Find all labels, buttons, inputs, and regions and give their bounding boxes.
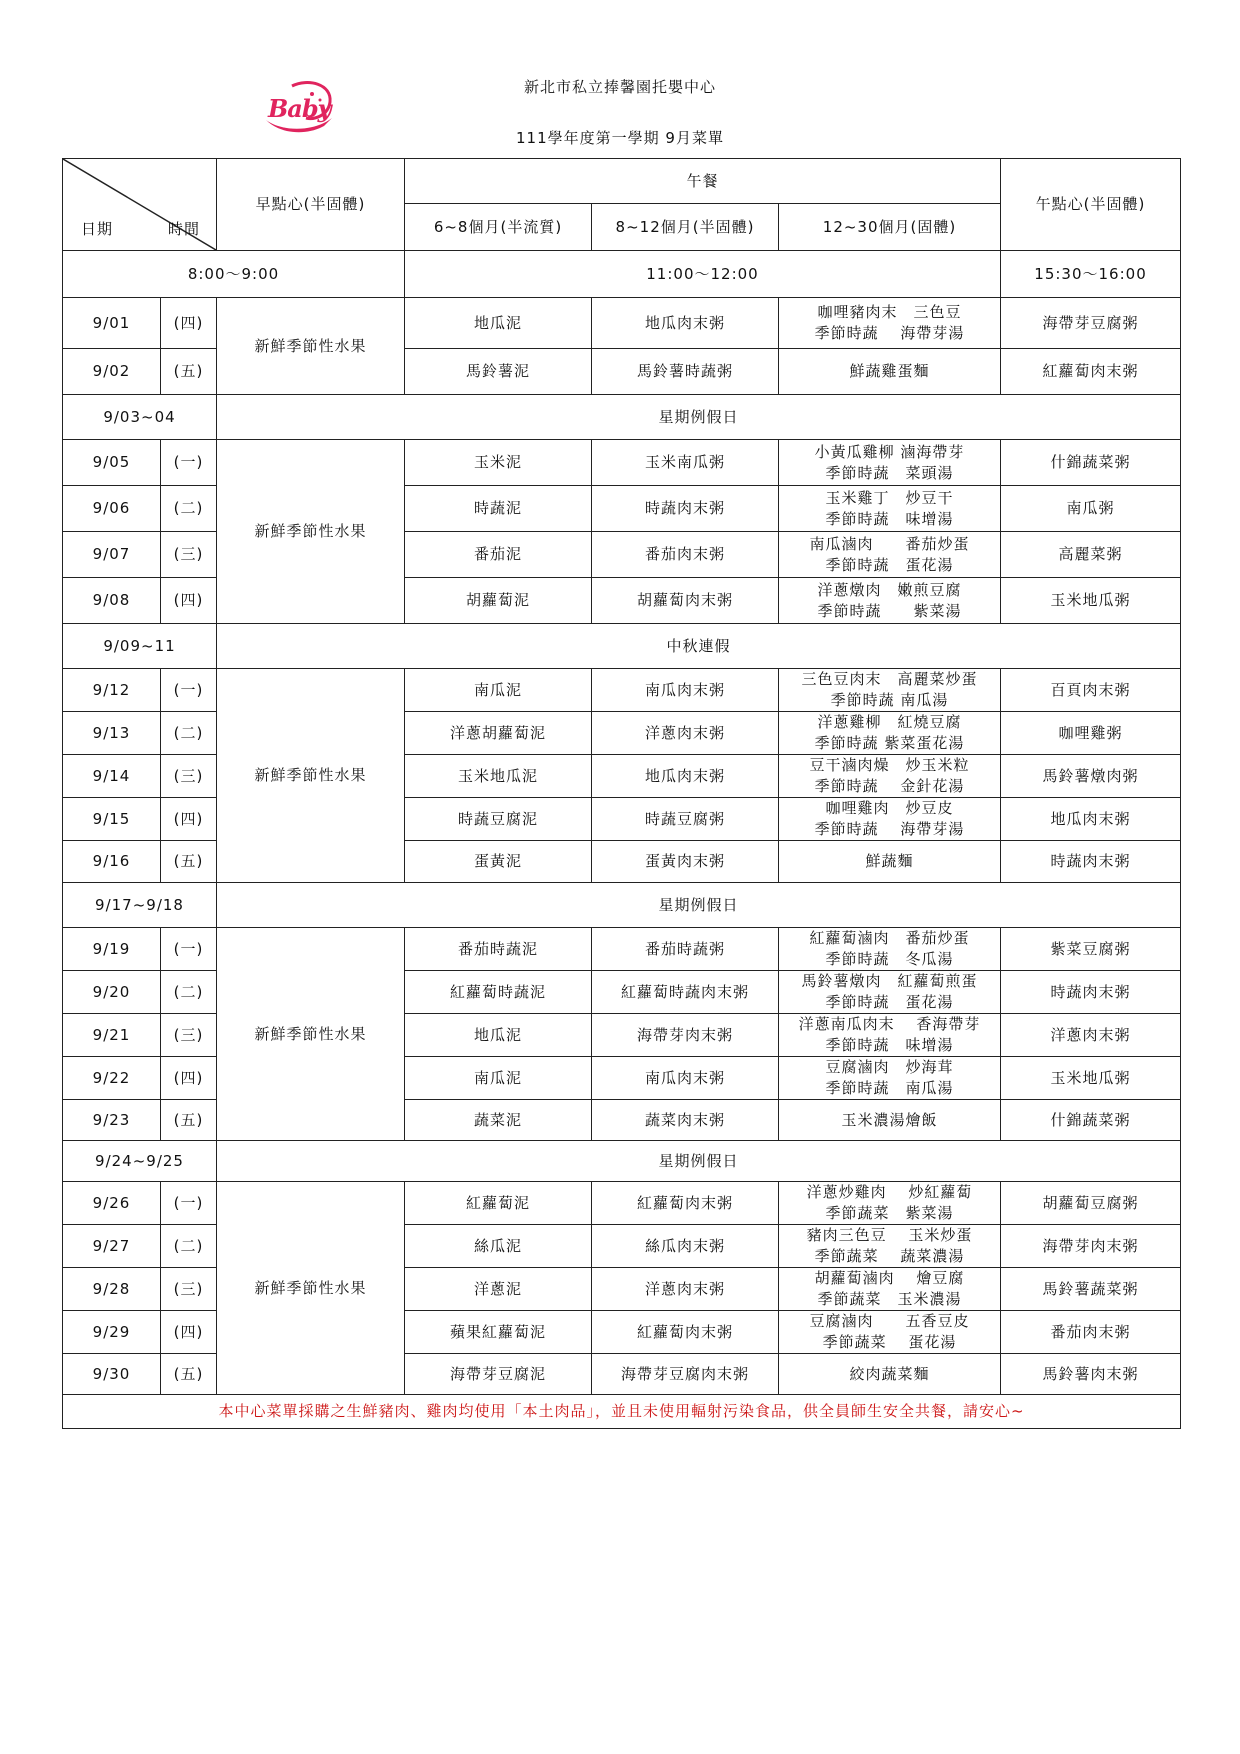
lunch-6-8: 海帶芽豆腐泥	[405, 1354, 592, 1395]
breakfast-fruit: 新鮮季節性水果	[217, 440, 405, 624]
lunch-12-30-line2: 季節時蔬 紫菜湯	[817, 601, 962, 620]
lunch-12-30-line2: 季節時蔬 海帶芽湯	[814, 820, 965, 838]
lunch-12-30-line1: 紅蘿蔔滷肉 番茄炒蛋	[809, 929, 970, 947]
lunch-12-30	[779, 798, 1001, 841]
afternoon-snack: 胡蘿蔔豆腐粥	[1001, 1182, 1181, 1225]
holiday-date: 9/17~9/18	[63, 883, 217, 928]
lunch-6-8: 蔬菜泥	[405, 1100, 592, 1141]
lunch-12-30-header: 12~30個月(固體)	[779, 204, 1001, 251]
lunch-8-12: 南瓜肉末粥	[592, 669, 779, 712]
row-weekday: (四)	[161, 798, 217, 841]
lunch-12-30-line1: 玉米雞丁 炒豆干	[825, 488, 954, 507]
lunch-6-8: 馬鈴薯泥	[405, 349, 592, 395]
lunch-header: 午餐	[405, 159, 1001, 204]
row-date: 9/20	[63, 971, 161, 1014]
row-weekday: (二)	[161, 712, 217, 755]
afternoon-snack: 什錦蔬菜粥	[1001, 1100, 1181, 1141]
snack-header: 午點心(半固體)	[1001, 159, 1181, 251]
holiday-date: 9/24~9/25	[63, 1141, 217, 1182]
lunch-12-30-line1: 鮮蔬麵	[865, 852, 914, 870]
row-date: 9/01	[63, 298, 161, 349]
lunch-12-30-line2: 季節時蔬 紫菜蛋花湯	[814, 734, 965, 752]
breakfast-time: 8:00～9:00	[63, 251, 405, 298]
lunch-12-30-line2: 季節時蔬 菜頭湯	[825, 463, 954, 482]
holiday-row	[63, 1141, 1181, 1182]
lunch-8-12: 洋蔥肉末粥	[592, 1268, 779, 1311]
row-date: 9/21	[63, 1014, 161, 1057]
afternoon-snack: 海帶芽肉末粥	[1001, 1225, 1181, 1268]
row-weekday: (二)	[161, 486, 217, 532]
afternoon-snack: 南瓜粥	[1001, 486, 1181, 532]
lunch-6-8: 地瓜泥	[405, 298, 592, 349]
row-date: 9/07	[63, 532, 161, 578]
lunch-12-30-line1: 鮮蔬雞蛋麵	[849, 362, 930, 380]
afternoon-snack: 馬鈴薯蔬菜粥	[1001, 1268, 1181, 1311]
lunch-12-30	[779, 971, 1001, 1014]
row-date: 9/08	[63, 578, 161, 624]
lunch-6-8: 時蔬泥	[405, 486, 592, 532]
lunch-12-30-line1: 三色豆肉末 高麗菜炒蛋	[801, 670, 978, 688]
lunch-12-30	[779, 1100, 1001, 1141]
lunch-12-30	[779, 928, 1001, 971]
lunch-8-12: 紅蘿蔔肉末粥	[592, 1311, 779, 1354]
lunch-12-30-line1: 咖哩雞肉 炒豆皮	[825, 799, 954, 817]
lunch-12-30-line1: 咖哩豬肉末 三色豆	[817, 303, 962, 321]
lunch-12-30-line2: 季節蔬菜 玉米濃湯	[817, 1290, 962, 1308]
lunch-12-30-line1: 洋蔥雞柳 紅燒豆腐	[817, 713, 962, 731]
lunch-12-30	[779, 349, 1001, 395]
lunch-12-30	[779, 841, 1001, 883]
lunch-6-8-header: 6~8個月(半流質)	[405, 204, 592, 251]
lunch-12-30-line1: 豆干滷肉燥 炒玉米粒	[809, 756, 970, 774]
lunch-6-8: 胡蘿蔔泥	[405, 578, 592, 624]
row-weekday: (五)	[161, 349, 217, 395]
lunch-8-12: 海帶芽肉末粥	[592, 1014, 779, 1057]
lunch-6-8: 時蔬豆腐泥	[405, 798, 592, 841]
row-date: 9/13	[63, 712, 161, 755]
holiday-label: 星期例假日	[217, 395, 1181, 440]
lunch-12-30-line2: 季節時蔬 蛋花湯	[825, 555, 954, 574]
row-weekday: (五)	[161, 1354, 217, 1395]
lunch-12-30	[779, 532, 1001, 578]
afternoon-snack: 馬鈴薯燉肉粥	[1001, 755, 1181, 798]
breakfast-header: 早點心(半固體)	[217, 159, 405, 251]
lunch-8-12: 紅蘿蔔時蔬肉末粥	[592, 971, 779, 1014]
afternoon-snack: 玉米地瓜粥	[1001, 1057, 1181, 1100]
lunch-6-8: 南瓜泥	[405, 669, 592, 712]
lunch-12-30	[779, 669, 1001, 712]
lunch-6-8: 南瓜泥	[405, 1057, 592, 1100]
breakfast-fruit: 新鮮季節性水果	[217, 669, 405, 883]
lunch-8-12: 番茄肉末粥	[592, 532, 779, 578]
afternoon-snack: 洋蔥肉末粥	[1001, 1014, 1181, 1057]
row-date: 9/29	[63, 1311, 161, 1354]
lunch-8-12: 洋蔥肉末粥	[592, 712, 779, 755]
row-weekday: (五)	[161, 1100, 217, 1141]
breakfast-fruit: 新鮮季節性水果	[217, 928, 405, 1141]
row-weekday: (四)	[161, 298, 217, 349]
row-weekday: (三)	[161, 1268, 217, 1311]
lunch-12-30-line1: 絞肉蔬菜麵	[849, 1364, 930, 1383]
date-header-label: 日期	[81, 220, 114, 238]
lunch-8-12: 蔬菜肉末粥	[592, 1100, 779, 1141]
lunch-8-12: 蛋黃肉末粥	[592, 841, 779, 883]
lunch-12-30-line1: 豆腐滷肉 炒海茸	[825, 1058, 954, 1076]
holiday-date: 9/09~11	[63, 624, 217, 669]
lunch-12-30-line1: 馬鈴薯燉肉 紅蘿蔔煎蛋	[801, 972, 978, 990]
lunch-12-30-line2: 季節時蔬 金針花湯	[814, 777, 965, 795]
holiday-row	[63, 883, 1181, 928]
lunch-time: 11:00～12:00	[405, 251, 1001, 298]
menu-table	[62, 158, 1181, 1429]
lunch-8-12: 紅蘿蔔肉末粥	[592, 1182, 779, 1225]
date-time-header	[63, 159, 217, 251]
lunch-12-30	[779, 298, 1001, 349]
menu-row	[63, 298, 1181, 349]
lunch-12-30	[779, 1014, 1001, 1057]
row-weekday: (三)	[161, 532, 217, 578]
lunch-12-30-line1: 玉米濃湯燴飯	[841, 1110, 938, 1129]
lunch-12-30	[779, 1354, 1001, 1395]
lunch-6-8: 玉米泥	[405, 440, 592, 486]
afternoon-snack: 玉米地瓜粥	[1001, 578, 1181, 624]
lunch-12-30	[779, 712, 1001, 755]
lunch-12-30-line1: 豬肉三色豆 玉米炒蛋	[806, 1226, 973, 1244]
lunch-12-30-line2: 季節時蔬 蛋花湯	[825, 993, 954, 1011]
lunch-12-30-line2: 季節時蔬 南瓜湯	[830, 691, 949, 709]
lunch-12-30-line2: 季節時蔬 冬瓜湯	[825, 950, 954, 968]
lunch-8-12-header: 8~12個月(半固體)	[592, 204, 779, 251]
lunch-12-30	[779, 1182, 1001, 1225]
lunch-8-12: 玉米南瓜粥	[592, 440, 779, 486]
row-date: 9/02	[63, 349, 161, 395]
lunch-8-12: 絲瓜肉末粥	[592, 1225, 779, 1268]
afternoon-snack: 地瓜肉末粥	[1001, 798, 1181, 841]
lunch-6-8: 蛋黃泥	[405, 841, 592, 883]
row-date: 9/12	[63, 669, 161, 712]
lunch-12-30	[779, 1225, 1001, 1268]
afternoon-snack: 咖哩雞粥	[1001, 712, 1181, 755]
lunch-12-30-line1: 豆腐滷肉 五香豆皮	[809, 1312, 970, 1330]
row-weekday: (四)	[161, 1311, 217, 1354]
menu-subtitle: 111學年度第一學期 9月菜單	[516, 129, 724, 147]
row-date: 9/06	[63, 486, 161, 532]
afternoon-snack: 紫菜豆腐粥	[1001, 928, 1181, 971]
row-weekday: (二)	[161, 1225, 217, 1268]
lunch-8-12: 時蔬豆腐粥	[592, 798, 779, 841]
holiday-row	[63, 395, 1181, 440]
lunch-12-30	[779, 1311, 1001, 1354]
row-date: 9/30	[63, 1354, 161, 1395]
menu-row	[63, 440, 1181, 486]
lunch-6-8: 洋蔥胡蘿蔔泥	[405, 712, 592, 755]
lunch-8-12: 地瓜肉末粥	[592, 298, 779, 349]
row-date: 9/15	[63, 798, 161, 841]
holiday-date: 9/03~04	[63, 395, 217, 440]
lunch-6-8: 洋蔥泥	[405, 1268, 592, 1311]
row-weekday: (一)	[161, 669, 217, 712]
afternoon-snack: 時蔬肉末粥	[1001, 971, 1181, 1014]
menu-row	[63, 669, 1181, 712]
row-date: 9/23	[63, 1100, 161, 1141]
lunch-8-12: 時蔬肉末粥	[592, 486, 779, 532]
lunch-6-8: 紅蘿蔔時蔬泥	[405, 971, 592, 1014]
menu-row	[63, 928, 1181, 971]
lunch-12-30-line1: 洋蔥炒雞肉 炒紅蘿蔔	[806, 1183, 973, 1201]
lunch-8-12: 地瓜肉末粥	[592, 755, 779, 798]
afternoon-snack: 時蔬肉末粥	[1001, 841, 1181, 883]
row-weekday: (三)	[161, 755, 217, 798]
lunch-6-8: 蘋果紅蘿蔔泥	[405, 1311, 592, 1354]
lunch-12-30-line2: 季節時蔬 味增湯	[825, 509, 954, 528]
row-weekday: (一)	[161, 1182, 217, 1225]
afternoon-snack: 海帶芽豆腐粥	[1001, 298, 1181, 349]
afternoon-snack: 高麗菜粥	[1001, 532, 1181, 578]
lunch-12-30-line1: 南瓜滷肉 番茄炒蛋	[809, 534, 970, 553]
lunch-6-8: 番茄泥	[405, 532, 592, 578]
row-date: 9/26	[63, 1182, 161, 1225]
lunch-12-30-line1: 胡蘿蔔滷肉 燴豆腐	[814, 1269, 965, 1287]
lunch-8-12: 海帶芽豆腐肉末粥	[592, 1354, 779, 1395]
afternoon-snack: 番茄肉末粥	[1001, 1311, 1181, 1354]
lunch-8-12: 馬鈴薯時蔬粥	[592, 349, 779, 395]
logo-text: Baby	[268, 94, 331, 123]
holiday-label: 中秋連假	[217, 624, 1181, 669]
holiday-row	[63, 624, 1181, 669]
lunch-6-8: 地瓜泥	[405, 1014, 592, 1057]
afternoon-snack: 什錦蔬菜粥	[1001, 440, 1181, 486]
lunch-12-30	[779, 578, 1001, 624]
row-date: 9/16	[63, 841, 161, 883]
lunch-8-12: 番茄時蔬粥	[592, 928, 779, 971]
lunch-12-30-line2: 季節蔬菜 紫菜湯	[825, 1204, 954, 1222]
afternoon-snack: 紅蘿蔔肉末粥	[1001, 349, 1181, 395]
lunch-12-30-line2: 季節蔬菜 蛋花湯	[822, 1333, 957, 1351]
row-weekday: (一)	[161, 928, 217, 971]
menu-row	[63, 1182, 1181, 1225]
row-date: 9/05	[63, 440, 161, 486]
lunch-12-30-line1: 洋蔥南瓜肉末 香海帶芽	[798, 1015, 981, 1033]
lunch-6-8: 番茄時蔬泥	[405, 928, 592, 971]
row-date: 9/27	[63, 1225, 161, 1268]
lunch-6-8: 絲瓜泥	[405, 1225, 592, 1268]
row-date: 9/22	[63, 1057, 161, 1100]
lunch-12-30-line2: 季節時蔬 南瓜湯	[825, 1079, 954, 1097]
row-weekday: (一)	[161, 440, 217, 486]
row-date: 9/14	[63, 755, 161, 798]
lunch-12-30-line2: 季節蔬菜 蔬菜濃湯	[814, 1247, 965, 1265]
footnote: 本中心菜單採購之生鮮豬肉、雞肉均使用「本土肉品」，並且未使用輻射污染食品，供全員師生安全共餐，請安心~	[63, 1395, 1181, 1429]
lunch-12-30-line1: 小黃瓜雞柳 滷海帶芽	[814, 442, 965, 461]
lunch-6-8: 玉米地瓜泥	[405, 755, 592, 798]
center-name: 新北市私立捧馨園托嬰中心	[523, 78, 716, 96]
row-date: 9/19	[63, 928, 161, 971]
time-header-label: 時間	[167, 220, 200, 238]
breakfast-fruit: 新鮮季節性水果	[217, 298, 405, 395]
lunch-12-30	[779, 1057, 1001, 1100]
row-date: 9/28	[63, 1268, 161, 1311]
row-weekday: (二)	[161, 971, 217, 1014]
breakfast-fruit: 新鮮季節性水果	[217, 1182, 405, 1395]
lunch-12-30-line1: 洋蔥燉肉 嫩煎豆腐	[817, 580, 962, 599]
lunch-12-30	[779, 1268, 1001, 1311]
holiday-label: 星期例假日	[217, 1141, 1181, 1182]
lunch-12-30	[779, 755, 1001, 798]
row-weekday: (五)	[161, 841, 217, 883]
lunch-8-12: 胡蘿蔔肉末粥	[592, 578, 779, 624]
row-weekday: (四)	[161, 1057, 217, 1100]
lunch-12-30	[779, 486, 1001, 532]
lunch-12-30	[779, 440, 1001, 486]
lunch-12-30-line2: 季節時蔬 味增湯	[825, 1036, 954, 1054]
lunch-8-12: 南瓜肉末粥	[592, 1057, 779, 1100]
snack-time: 15:30～16:00	[1001, 251, 1181, 298]
afternoon-snack: 馬鈴薯肉末粥	[1001, 1354, 1181, 1395]
row-weekday: (四)	[161, 578, 217, 624]
afternoon-snack: 百頁肉末粥	[1001, 669, 1181, 712]
lunch-12-30-line2: 季節時蔬 海帶芽湯	[814, 324, 965, 342]
holiday-label: 星期例假日	[217, 883, 1181, 928]
row-weekday: (三)	[161, 1014, 217, 1057]
lunch-6-8: 紅蘿蔔泥	[405, 1182, 592, 1225]
